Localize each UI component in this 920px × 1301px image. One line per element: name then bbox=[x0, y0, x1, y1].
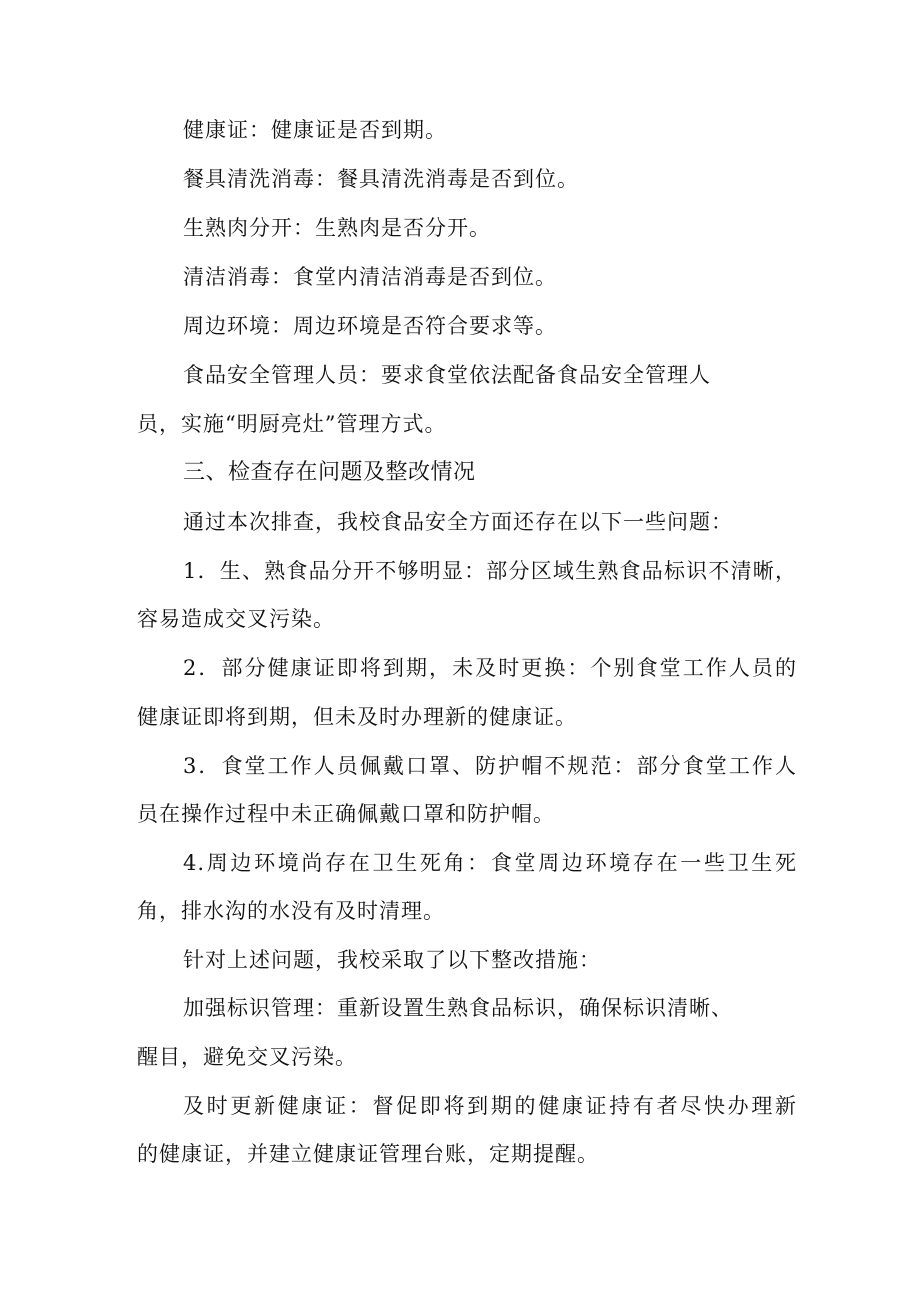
check-item-raw-cooked-separation: 生熟肉分开：生熟肉是否分开。 bbox=[183, 216, 491, 240]
problem-3: 3．食堂工作人员佩戴口罩、防护帽不规范：部分食堂工作人 bbox=[183, 754, 797, 778]
section-heading-problems: 三、检查存在问题及整改情况 bbox=[183, 460, 476, 485]
measure-labeling: 加强标识管理：重新设置生熟食品标识，确保标识清晰、 bbox=[183, 996, 733, 1020]
check-item-health-certificate: 健康证：健康证是否到期。 bbox=[183, 118, 447, 142]
problem-1: 1．生、熟食品分开不够明显：部分区域生熟食品标识不清晰， bbox=[183, 559, 797, 583]
check-item-cleaning-disinfection: 清洁消毒：食堂内清洁消毒是否到位。 bbox=[183, 265, 557, 289]
measures-intro: 针对上述问题，我校采取了以下整改措施： bbox=[183, 948, 601, 972]
problem-3-cont: 员在操作过程中未正确佩戴口罩和防护帽。 bbox=[137, 802, 555, 826]
problem-1-cont: 容易造成交叉污染。 bbox=[137, 607, 335, 631]
problem-2: 2．部分健康证即将到期，未及时更换：个别食堂工作人员的 bbox=[183, 656, 797, 680]
check-item-surroundings: 周边环境：周边环境是否符合要求等。 bbox=[183, 314, 557, 338]
problem-4: 4.周边环境尚存在卫生死角：食堂周边环境存在一些卫生死 bbox=[183, 851, 797, 875]
measure-labeling-cont: 醒目，避免交叉污染。 bbox=[137, 1045, 357, 1069]
measure-health-certificate: 及时更新健康证：督促即将到期的健康证持有者尽快办理新 bbox=[183, 1094, 797, 1118]
problems-intro: 通过本次排查，我校食品安全方面还存在以下一些问题： bbox=[183, 510, 733, 534]
check-item-safety-manager: 食品安全管理人员：要求食堂依法配备食品安全管理人 bbox=[183, 363, 711, 387]
check-item-tableware-disinfection: 餐具清洗消毒：餐具清洗消毒是否到位。 bbox=[183, 167, 579, 191]
problem-4-cont: 角，排水沟的水没有及时清理。 bbox=[137, 899, 445, 923]
problem-2-cont: 健康证即将到期，但未及时办理新的健康证。 bbox=[137, 705, 577, 729]
check-item-safety-manager-cont: 员，实施“明厨亮灶”管理方式。 bbox=[137, 412, 447, 436]
measure-health-certificate-cont: 的健康证，并建立健康证管理台账，定期提醒。 bbox=[137, 1142, 599, 1166]
